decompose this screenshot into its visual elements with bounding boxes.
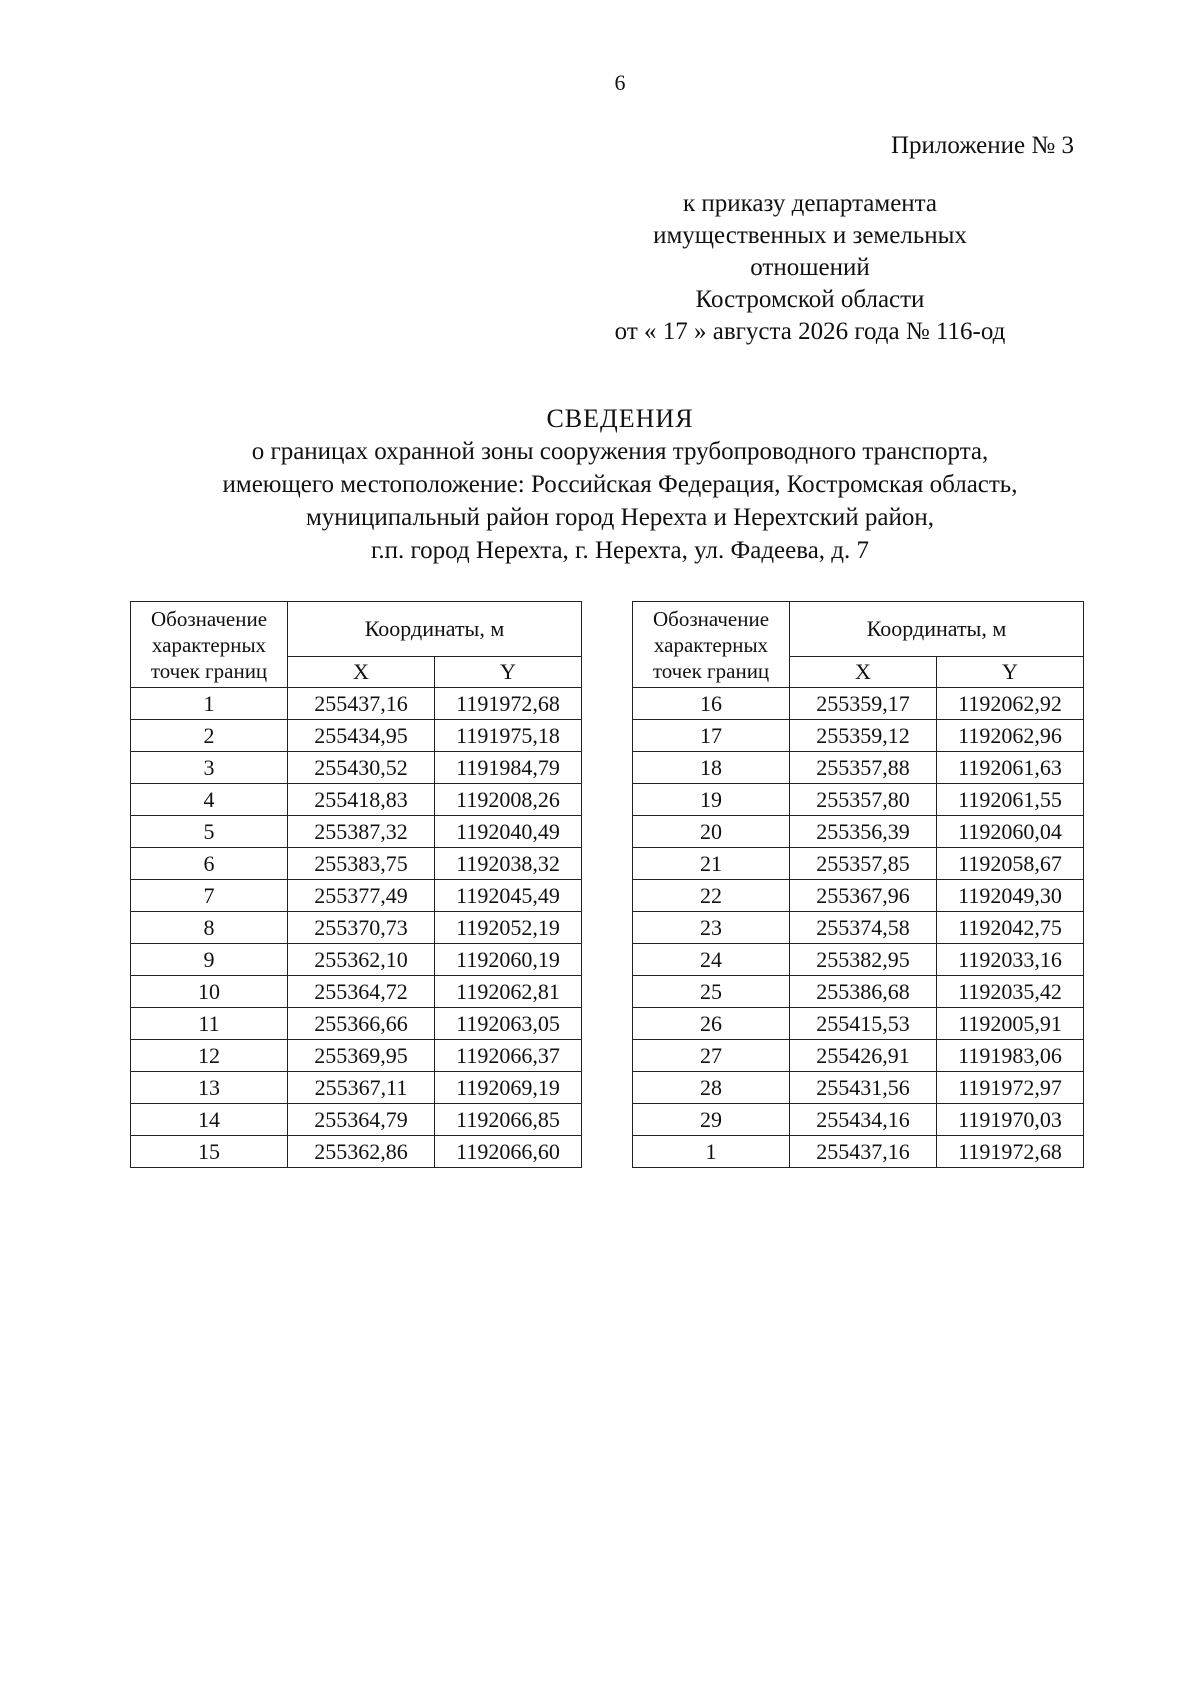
y-coordinate-cell: 1192063,05 — [435, 1008, 582, 1040]
page-number: 6 — [614, 70, 626, 95]
y-coordinate-cell: 1191983,06 — [937, 1040, 1084, 1072]
table-row — [633, 944, 1084, 976]
point-number-cell: 4 — [131, 784, 288, 816]
x-coordinate-cell: 255437,16 — [288, 688, 435, 720]
y-coordinate-cell: 1192066,60 — [435, 1136, 582, 1168]
point-number-cell: 8 — [131, 912, 288, 944]
table-row — [633, 912, 1084, 944]
x-coordinate-cell: 255367,96 — [790, 880, 937, 912]
y-header: Y — [937, 657, 1084, 688]
x-coordinate-cell: 255434,16 — [790, 1104, 937, 1136]
x-coordinate-cell: 255383,75 — [288, 848, 435, 880]
x-coordinate-cell: 255369,95 — [288, 1040, 435, 1072]
x-coordinate-cell: 255364,79 — [288, 1104, 435, 1136]
point-number-cell: 6 — [131, 848, 288, 880]
point-number-cell: 12 — [131, 1040, 288, 1072]
x-header: X — [790, 657, 937, 688]
x-coordinate-cell: 255357,80 — [790, 784, 937, 816]
y-coordinate-cell: 1191984,79 — [435, 752, 582, 784]
x-coordinate-cell: 255366,66 — [288, 1008, 435, 1040]
heading-line: имеющего местоположение: Российская Федерация, Костромская область, — [222, 471, 1018, 498]
point-number-cell: 2 — [131, 720, 288, 752]
x-coordinate-cell: 255415,53 — [790, 1008, 937, 1040]
point-number-cell: 10 — [131, 976, 288, 1008]
y-coordinate-cell: 1191972,97 — [937, 1072, 1084, 1104]
x-coordinate-cell: 255437,16 — [790, 1136, 937, 1168]
coordinates-table-right — [632, 601, 1084, 1168]
point-number-cell: 22 — [633, 880, 790, 912]
table-row — [633, 784, 1084, 816]
x-coordinate-cell: 255364,72 — [288, 976, 435, 1008]
point-number-cell: 26 — [633, 1008, 790, 1040]
x-coordinate-cell: 255387,32 — [288, 816, 435, 848]
x-coordinate-cell: 255359,17 — [790, 688, 937, 720]
document-title: СВЕДЕНИЯ — [546, 404, 694, 433]
y-coordinate-cell: 1192040,49 — [435, 816, 582, 848]
table-row — [633, 880, 1084, 912]
point-number-cell: 23 — [633, 912, 790, 944]
x-coordinate-cell: 255377,49 — [288, 880, 435, 912]
y-coordinate-cell: 1192042,75 — [937, 912, 1084, 944]
x-coordinate-cell: 255430,52 — [288, 752, 435, 784]
point-number-cell: 17 — [633, 720, 790, 752]
x-coordinate-cell: 255418,83 — [288, 784, 435, 816]
point-number-cell: 3 — [131, 752, 288, 784]
table-row — [633, 1040, 1084, 1072]
point-number-cell: 25 — [633, 976, 790, 1008]
point-number-cell: 18 — [633, 752, 790, 784]
heading-line: о границах охранной зоны сооружения трубопроводного транспорта, — [251, 438, 989, 465]
x-coordinate-cell: 255357,88 — [790, 752, 937, 784]
point-number-cell: 28 — [633, 1072, 790, 1104]
table-row — [131, 1136, 582, 1168]
table-row — [131, 880, 582, 912]
x-coordinate-cell: 255382,95 — [790, 944, 937, 976]
y-coordinate-cell: 1192061,55 — [937, 784, 1084, 816]
y-coordinate-cell: 1191975,18 — [435, 720, 582, 752]
table-row — [633, 688, 1084, 720]
point-number-cell: 21 — [633, 848, 790, 880]
table-row — [633, 752, 1084, 784]
table-row — [131, 784, 582, 816]
y-coordinate-cell: 1192066,37 — [435, 1040, 582, 1072]
table-row — [633, 720, 1084, 752]
x-header: X — [288, 657, 435, 688]
table-row — [633, 816, 1084, 848]
point-number-cell: 15 — [131, 1136, 288, 1168]
y-coordinate-cell: 1192045,49 — [435, 880, 582, 912]
heading-line: муниципальный район город Нерехта и Нерехтский район, — [305, 504, 935, 531]
order-line: имущественных и земельных — [653, 222, 967, 249]
point-number-cell: 9 — [131, 944, 288, 976]
point-number-cell: 7 — [131, 880, 288, 912]
order-line: Костромской области — [695, 286, 925, 313]
x-coordinate-cell: 255359,12 — [790, 720, 937, 752]
y-coordinate-cell: 1191972,68 — [937, 1136, 1084, 1168]
y-coordinate-cell: 1192060,19 — [435, 944, 582, 976]
order-date-number: от « 17 » августа 2026 года № 116-од — [614, 318, 1006, 345]
x-coordinate-cell: 255370,73 — [288, 912, 435, 944]
y-coordinate-cell: 1192033,16 — [937, 944, 1084, 976]
point-number-cell: 27 — [633, 1040, 790, 1072]
table-row — [131, 1072, 582, 1104]
order-line: к приказу департамента — [682, 190, 938, 217]
point-number-cell: 11 — [131, 1008, 288, 1040]
y-coordinate-cell: 1192052,19 — [435, 912, 582, 944]
x-coordinate-cell: 255431,56 — [790, 1072, 937, 1104]
x-coordinate-cell: 255362,10 — [288, 944, 435, 976]
table-row — [633, 1104, 1084, 1136]
y-coordinate-cell: 1192058,67 — [937, 848, 1084, 880]
table-row — [131, 688, 582, 720]
y-coordinate-cell: 1192005,91 — [937, 1008, 1084, 1040]
y-header: Y — [435, 657, 582, 688]
x-coordinate-cell: 255357,85 — [790, 848, 937, 880]
table-row — [131, 848, 582, 880]
x-coordinate-cell: 255426,91 — [790, 1040, 937, 1072]
x-coordinate-cell: 255367,11 — [288, 1072, 435, 1104]
table-row — [131, 752, 582, 784]
table-row — [633, 1136, 1084, 1168]
coordinates-table-left — [130, 601, 582, 1168]
y-coordinate-cell: 1191972,68 — [435, 688, 582, 720]
table-row — [633, 1072, 1084, 1104]
coordinates-header: Координаты, м — [288, 602, 582, 657]
y-coordinate-cell: 1192069,19 — [435, 1072, 582, 1104]
x-coordinate-cell: 255374,58 — [790, 912, 937, 944]
y-coordinate-cell: 1192062,96 — [937, 720, 1084, 752]
point-number-cell: 1 — [131, 688, 288, 720]
x-coordinate-cell: 255386,68 — [790, 976, 937, 1008]
y-coordinate-cell: 1192061,63 — [937, 752, 1084, 784]
table-row — [131, 976, 582, 1008]
table-row — [633, 1008, 1084, 1040]
coordinates-header: Координаты, м — [790, 602, 1084, 657]
table-row — [633, 976, 1084, 1008]
y-coordinate-cell: 1192060,04 — [937, 816, 1084, 848]
point-number-cell: 14 — [131, 1104, 288, 1136]
point-label-header: Обозначение характерных точек границ — [633, 602, 790, 688]
appendix-title: Приложение № 3 — [890, 132, 1074, 159]
y-coordinate-cell: 1192062,92 — [937, 688, 1084, 720]
y-coordinate-cell: 1192049,30 — [937, 880, 1084, 912]
table-row — [131, 944, 582, 976]
point-number-cell: 5 — [131, 816, 288, 848]
x-coordinate-cell: 255434,95 — [288, 720, 435, 752]
y-coordinate-cell: 1192062,81 — [435, 976, 582, 1008]
point-number-cell: 16 — [633, 688, 790, 720]
point-number-cell: 29 — [633, 1104, 790, 1136]
point-number-cell: 19 — [633, 784, 790, 816]
order-line: отношений — [750, 254, 870, 281]
point-number-cell: 13 — [131, 1072, 288, 1104]
point-number-cell: 1 — [633, 1136, 790, 1168]
y-coordinate-cell: 1192066,85 — [435, 1104, 582, 1136]
y-coordinate-cell: 1191970,03 — [937, 1104, 1084, 1136]
table-row — [131, 816, 582, 848]
table-row — [131, 1104, 582, 1136]
point-number-cell: 24 — [633, 944, 790, 976]
table-row — [131, 1008, 582, 1040]
table-row — [131, 720, 582, 752]
table-row — [131, 1040, 582, 1072]
order-reference — [560, 188, 1060, 348]
x-coordinate-cell: 255356,39 — [790, 816, 937, 848]
y-coordinate-cell: 1192038,32 — [435, 848, 582, 880]
table-row — [633, 848, 1084, 880]
y-coordinate-cell: 1192035,42 — [937, 976, 1084, 1008]
x-coordinate-cell: 255362,86 — [288, 1136, 435, 1168]
document-heading — [0, 402, 1200, 567]
y-coordinate-cell: 1192008,26 — [435, 784, 582, 816]
point-label-header: Обозначение характерных точек границ — [131, 602, 288, 688]
heading-line: г.п. город Нерехта, г. Нерехта, ул. Фадеева, д. 7 — [370, 537, 870, 564]
table-row — [131, 912, 582, 944]
point-number-cell: 20 — [633, 816, 790, 848]
